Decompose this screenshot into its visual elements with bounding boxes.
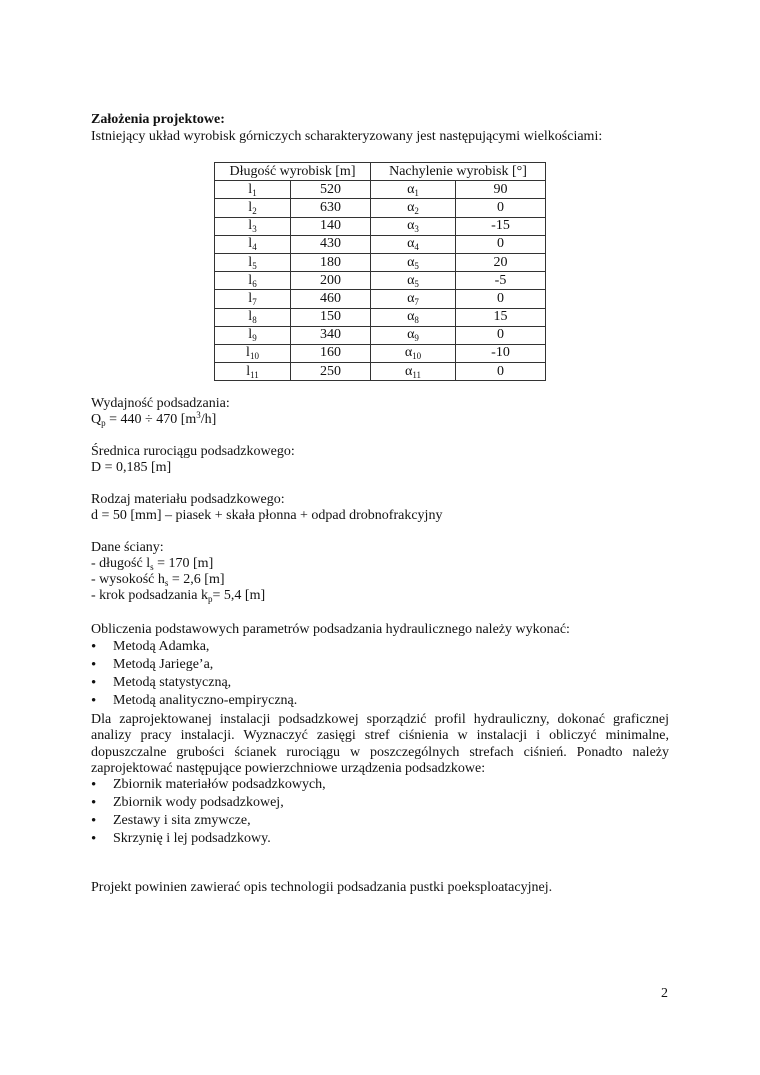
table-row — [215, 235, 546, 253]
length-symbol: $l_4$ — [215, 235, 291, 253]
wydajnosc-label: Wydajność podsadzania: — [91, 396, 230, 411]
wall-parameter: - krok podsadzania $k_p= 5,4$ [m] — [91, 588, 266, 604]
length-symbol: $l_2$ — [215, 199, 291, 217]
device-item: • Zbiornik materiałów podsadzkowych, — [91, 776, 326, 794]
header-length: Długość wyrobisk [m] — [215, 163, 371, 181]
wall-parameter: - długość $l_s = 170$ [m] — [91, 556, 214, 572]
length-value: 250 — [291, 363, 371, 381]
devices-list — [91, 776, 326, 848]
angle-value: -10 — [456, 344, 546, 362]
angle-value: -5 — [456, 272, 546, 290]
length-symbol: $l_9$ — [215, 326, 291, 344]
angle-value: 0 — [456, 363, 546, 381]
angle-symbol: $\alpha_3$ — [371, 217, 456, 235]
angle-symbol: $\alpha_8$ — [371, 308, 456, 326]
length-symbol: $l_6$ — [215, 272, 291, 290]
srednica-label: Średnica rurociągu podsadzkowego: — [91, 444, 295, 459]
length-value: 520 — [291, 181, 371, 199]
length-symbol: $l_{11}$ — [215, 363, 291, 381]
angle-symbol: $\alpha_4$ — [371, 235, 456, 253]
wydajnosc-value: $Q_p = 440 \div 470$ $[m^3/h]$ — [91, 410, 217, 428]
sciana-block — [91, 540, 265, 604]
angle-value: 0 — [456, 235, 546, 253]
angle-symbol: $\alpha_7$ — [371, 290, 456, 308]
length-value: 430 — [291, 235, 371, 253]
page-number: 2 — [661, 986, 668, 1001]
angle-value: 0 — [456, 326, 546, 344]
angle-value: 0 — [456, 199, 546, 217]
method-item: • Metodą statystyczną, — [91, 674, 297, 692]
projekt-text: Projekt powinien zawierać opis technologii podsadzania pustki poeksploatacyjnej. — [91, 880, 553, 895]
angle-symbol: $\alpha_2$ — [371, 199, 456, 217]
section-title: Założenia projektowe: — [91, 112, 225, 127]
table-header — [215, 163, 546, 181]
table-row — [215, 181, 546, 199]
length-value: 180 — [291, 253, 371, 271]
device-item: • Skrzynię i lej podsadzkowy. — [91, 830, 326, 848]
method-item: • Metodą Jariege’a, — [91, 656, 297, 674]
intro-text: Istniejący układ wyrobisk górniczych scharakteryzowany jest następującymi wielkościami: — [91, 129, 603, 144]
header-inclination: Nachylenie wyrobisk [°] — [371, 163, 546, 181]
length-value: 340 — [291, 326, 371, 344]
method-item: • Metodą Adamka, — [91, 638, 297, 656]
angle-value: 0 — [456, 290, 546, 308]
length-symbol: $l_3$ — [215, 217, 291, 235]
angle-symbol: $\alpha_9$ — [371, 326, 456, 344]
table-row — [215, 326, 546, 344]
requirements-paragraph: Dla zaprojektowanej instalacji podsadzkowej sporządzić profil hydrauliczny, dokonać graficznej analizy pracy instalacji. Wyznaczyć zasięgi stref ciśnienia w instalacji i obliczyć minimalne, dopuszczalne grubości ścianek rurociągu w poszczególnych strefach ciśnień. Ponadto należy zaprojektować następujące powierzchniowe urządzenia podsadzkowe: — [91, 712, 669, 776]
material-block — [91, 492, 442, 524]
length-value: 200 — [291, 272, 371, 290]
angle-value: -15 — [456, 217, 546, 235]
material-value: d = 50 [mm] – piasek + skała płonna + odpad drobnofrakcyjny — [91, 508, 443, 523]
table-row — [215, 290, 546, 308]
table-row — [215, 344, 546, 362]
length-symbol: $l_{10}$ — [215, 344, 291, 362]
length-symbol: $l_7$ — [215, 290, 291, 308]
srednica-value: D = 0,185 [m] — [91, 460, 172, 475]
obliczenia-text: Obliczenia podstawowych parametrów podsadzania hydraulicznego należy wykonać: — [91, 622, 570, 637]
material-label: Rodzaj materiału podsadzkowego: — [91, 492, 285, 507]
wydajnosc-block — [91, 396, 230, 428]
length-value: 630 — [291, 199, 371, 217]
wall-parameter: - wysokość $h_s = 2,6$ [m] — [91, 572, 225, 588]
length-symbol: $l_8$ — [215, 308, 291, 326]
angle-value: 90 — [456, 181, 546, 199]
length-symbol: $l_5$ — [215, 253, 291, 271]
length-value: 140 — [291, 217, 371, 235]
srednica-block — [91, 444, 295, 476]
length-symbol: $l_1$ — [215, 181, 291, 199]
table-row — [215, 199, 546, 217]
data-table — [214, 162, 546, 381]
table-row — [215, 363, 546, 381]
sciana-label: Dane ściany: — [91, 540, 164, 555]
angle-value: 20 — [456, 253, 546, 271]
angle-symbol: $\alpha_5$ — [371, 272, 456, 290]
table-row — [215, 217, 546, 235]
table-row — [215, 253, 546, 271]
methods-list — [91, 638, 297, 710]
table-row — [215, 308, 546, 326]
method-item: • Metodą analityczno-empiryczną. — [91, 692, 297, 710]
table-row — [215, 272, 546, 290]
length-value: 460 — [291, 290, 371, 308]
angle-value: 15 — [456, 308, 546, 326]
angle-symbol: $\alpha_{11}$ — [371, 363, 456, 381]
angle-symbol: $\alpha_1$ — [371, 181, 456, 199]
angle-symbol: $\alpha_5$ — [371, 253, 456, 271]
length-value: 150 — [291, 308, 371, 326]
angle-symbol: $\alpha_{10}$ — [371, 344, 456, 362]
length-value: 160 — [291, 344, 371, 362]
device-item: • Zbiornik wody podsadzkowej, — [91, 794, 326, 812]
device-item: • Zestawy i sita zmywcze, — [91, 812, 326, 830]
